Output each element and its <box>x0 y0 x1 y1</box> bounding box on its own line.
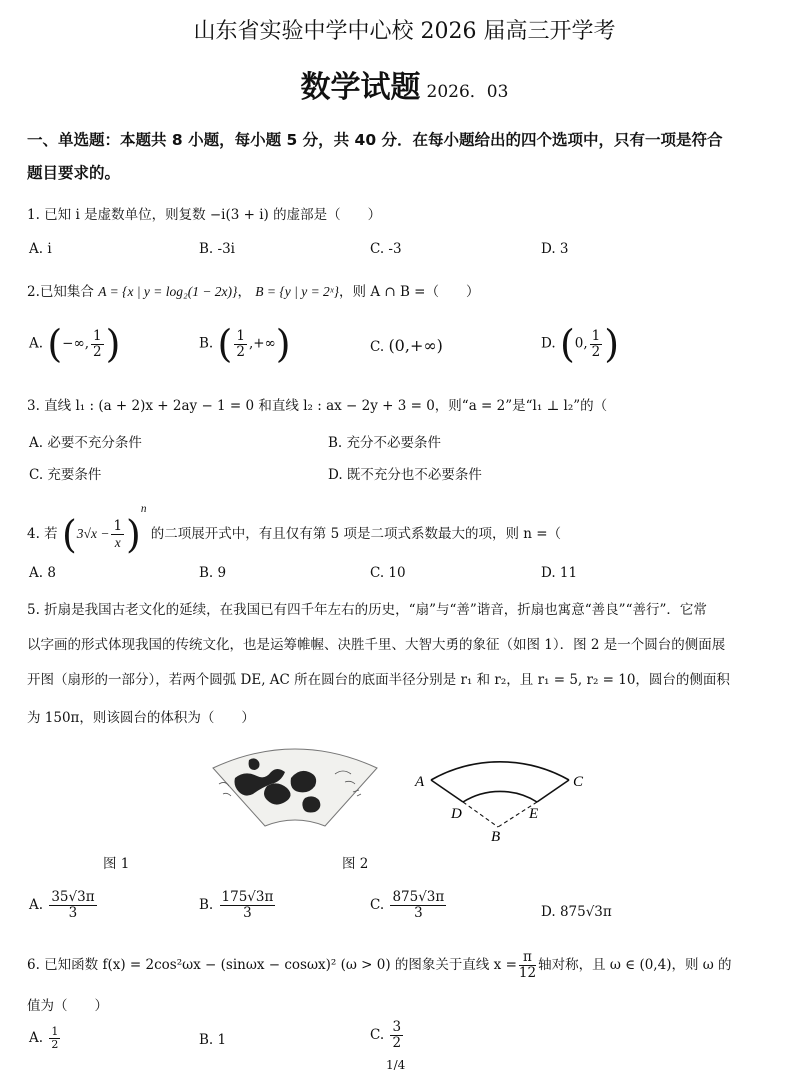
q2-option-d-num: 1 <box>591 327 601 344</box>
point-d-label: D <box>451 806 462 822</box>
q1-option-c: C. -3 <box>370 241 402 257</box>
q5-option-a-den: 3 <box>68 905 78 921</box>
q6-option-a <box>29 1026 62 1051</box>
q5-option-b-num: 175√3π <box>221 889 274 905</box>
q2-option-b-num: 1 <box>236 327 245 344</box>
q6-stem-part1: 6. 已知函数 f(x) = 2cos²ωx − (sinωx − cosωx)² (ω > 0) 的图象关于直线 x = <box>27 957 517 973</box>
q5-line-4: 为 150π，则该圆台的体积为（ ） <box>27 710 255 726</box>
q2-option-d-label: D. <box>541 335 556 352</box>
q5-option-b-label: B. <box>199 897 214 913</box>
q5-option-a-num: 35√3π <box>51 889 95 905</box>
point-c-label: C <box>573 774 584 790</box>
section-heading-line2: 题目要求的。 <box>27 164 121 182</box>
q4-expr-left: 3√x − <box>76 526 110 541</box>
exam-title: 数学试题 <box>300 70 421 105</box>
q2-set-a: A = {x | y = log₂(1 − 2x)} <box>98 284 238 299</box>
q5-line-2: 以字画的形式体现我国的传统文化，也是运筹帷幄、决胜千里、大智大勇的象征（如图 1）．图 2 是一个圆台的侧面展 <box>27 637 726 653</box>
exam-title-row <box>0 62 809 106</box>
q2-option-b-den: 2 <box>236 343 245 360</box>
q5-option-c-num: 875√3π <box>392 889 445 905</box>
q4-stem: 4. 若 (3√x − $\frac{1}{x}$ )$^n$ 的二项展开式中，有且仅有第 5 项是二项式系数最大的项，则 n =（ <box>27 503 562 557</box>
q2-stem-suffix: ，则 A ∩ B =（ ） <box>339 284 480 300</box>
q5-option-d-label: D. <box>541 904 556 920</box>
q4-frac-den: x <box>114 535 121 550</box>
q6-option-c-num: 3 <box>392 1019 402 1035</box>
q2-option-d: D. (0, $\frac{1}{2}$ ) <box>541 322 620 366</box>
point-a-label: A <box>415 774 425 790</box>
q1-stem: 1. 已知 i 是虚数单位，则复数 −i(3 + i) 的虚部是（ ） <box>27 207 382 223</box>
fan-painting-figure <box>205 738 385 834</box>
q3-option-c: C. 充要条件 <box>29 467 102 483</box>
q6-option-b: B. 1 <box>199 1032 227 1048</box>
q5-line-1: 5. 折扇是我国古老文化的延续，在我国已有四千年左右的历史，“扇”与“善”谐音，折扇也寓意“善良”“善行”．它常 <box>27 602 707 618</box>
inner-arc-de <box>463 791 537 802</box>
q6-option-c <box>370 1020 405 1051</box>
segment-ad <box>431 780 463 802</box>
q3-stem: 3. 直线 l₁ : (a + 2)x + 2ay − 1 = 0 和直线 l₂ : ax − 2y + 3 = 0，则“a = 2”是“l₁ ⊥ l₂”的（ <box>27 398 608 414</box>
figure-1-caption: 图 1 <box>103 856 130 872</box>
q2-option-b-label: B. <box>199 335 214 352</box>
q3-option-b: B. 充分不必要条件 <box>328 435 442 451</box>
q2-option-b-right: ,+∞ <box>248 335 276 352</box>
outer-arc-ac <box>431 762 569 780</box>
q4-stem-suffix: 的二项展开式中，有且仅有第 5 项是二项式系数最大的项，则 n =（ <box>150 526 562 542</box>
q2-option-a: A. (−∞, $\frac{1}{2}$ ) <box>29 322 121 366</box>
point-e-label: E <box>529 806 539 822</box>
q2-option-a-den: 2 <box>93 343 102 360</box>
segment-ce <box>537 780 569 802</box>
q6-frac-den: 12 <box>518 965 537 981</box>
q2-option-c <box>370 336 443 355</box>
q4-exponent: n <box>140 503 147 515</box>
q2-option-c-label: C. <box>370 339 385 355</box>
q5-option-c-den: 3 <box>414 905 423 921</box>
q6-stem-part2: 轴对称，且 ω ∈ (0,4)，则 ω 的 <box>538 957 732 973</box>
exam-date: 2026．03 <box>426 82 509 102</box>
q4-stem-prefix: 4. 若 <box>27 526 58 542</box>
q6-option-a-den: 2 <box>51 1038 59 1051</box>
q2-option-a-left: −∞, <box>62 335 90 352</box>
q2-option-b: B. ( $\frac{1}{2}$ ,+∞) <box>199 322 291 366</box>
q6-option-a-label: A. <box>29 1030 44 1046</box>
page-number: 1/4 <box>386 1058 406 1072</box>
q3-option-d: D. 既不充分也不必要条件 <box>328 467 482 483</box>
annular-sector-figure <box>405 718 605 846</box>
section-heading-line1: 一、单选题：本题共 8 小题，每小题 5 分，共 40 分．在每小题给出的四个选项中，只有一项是符合 <box>27 131 723 149</box>
q5-option-a <box>29 890 99 921</box>
q3-option-a: A. 必要不充分条件 <box>29 435 142 451</box>
q6-frac-num: π <box>519 950 536 966</box>
q4-option-d: D. 11 <box>541 565 578 581</box>
q2-option-c-text: (0,+∞) <box>388 336 443 355</box>
q6-stem <box>27 950 732 981</box>
q2-option-a-label: A. <box>29 335 44 352</box>
q1-option-b: B. -3i <box>199 241 235 257</box>
point-b-label: B <box>491 829 501 845</box>
q2-option-d-den: 2 <box>591 343 601 360</box>
q1-option-a: A. i <box>29 241 52 257</box>
q2-option-d-left: 0, <box>574 335 588 352</box>
q1-option-d: D. 3 <box>541 241 569 257</box>
q5-option-c-label: C. <box>370 897 385 913</box>
q5-option-a-label: A. <box>29 897 44 913</box>
q2-option-a-num: 1 <box>93 327 102 344</box>
q5-line-3: 开图（扇形的一部分），若两个圆弧 DE, AC 所在圆台的底面半径分别是 r₁ 和 r₂，且 r₁ = 5, r₂ = 10，圆台的侧面积 <box>27 672 730 688</box>
school-line: 山东省实验中学中心校 2026 届高三开学考 <box>193 19 616 44</box>
q4-option-a: A. 8 <box>29 565 56 581</box>
q5-option-b-den: 3 <box>243 905 252 921</box>
q2-set-b: B = {y | y = 2ˣ} <box>255 284 340 299</box>
q6-option-c-den: 2 <box>392 1035 402 1051</box>
q2-stem: 2.已知集合 A = {x | y = log₂(1 − 2x)}， B = {y | y = 2ˣ}，则 A ∩ B =（ ） <box>27 284 480 300</box>
q2-stem-prefix: 2.已知集合 <box>27 284 94 300</box>
q4-frac-num: 1 <box>113 518 123 534</box>
q4-option-b: B. 9 <box>199 565 227 581</box>
q6-option-c-label: C. <box>370 1027 385 1043</box>
q5-option-d <box>541 904 612 920</box>
dashed-db <box>463 802 498 827</box>
figure-2-caption: 图 2 <box>342 856 369 872</box>
q4-option-c: C. 10 <box>370 565 406 581</box>
q5-option-b <box>199 890 277 921</box>
q5-option-c <box>370 890 448 921</box>
q6-stem-line2: 值为（ ） <box>27 998 108 1014</box>
q5-option-d-text: 875√3π <box>559 904 612 920</box>
q6-option-a-num: 1 <box>51 1025 59 1038</box>
